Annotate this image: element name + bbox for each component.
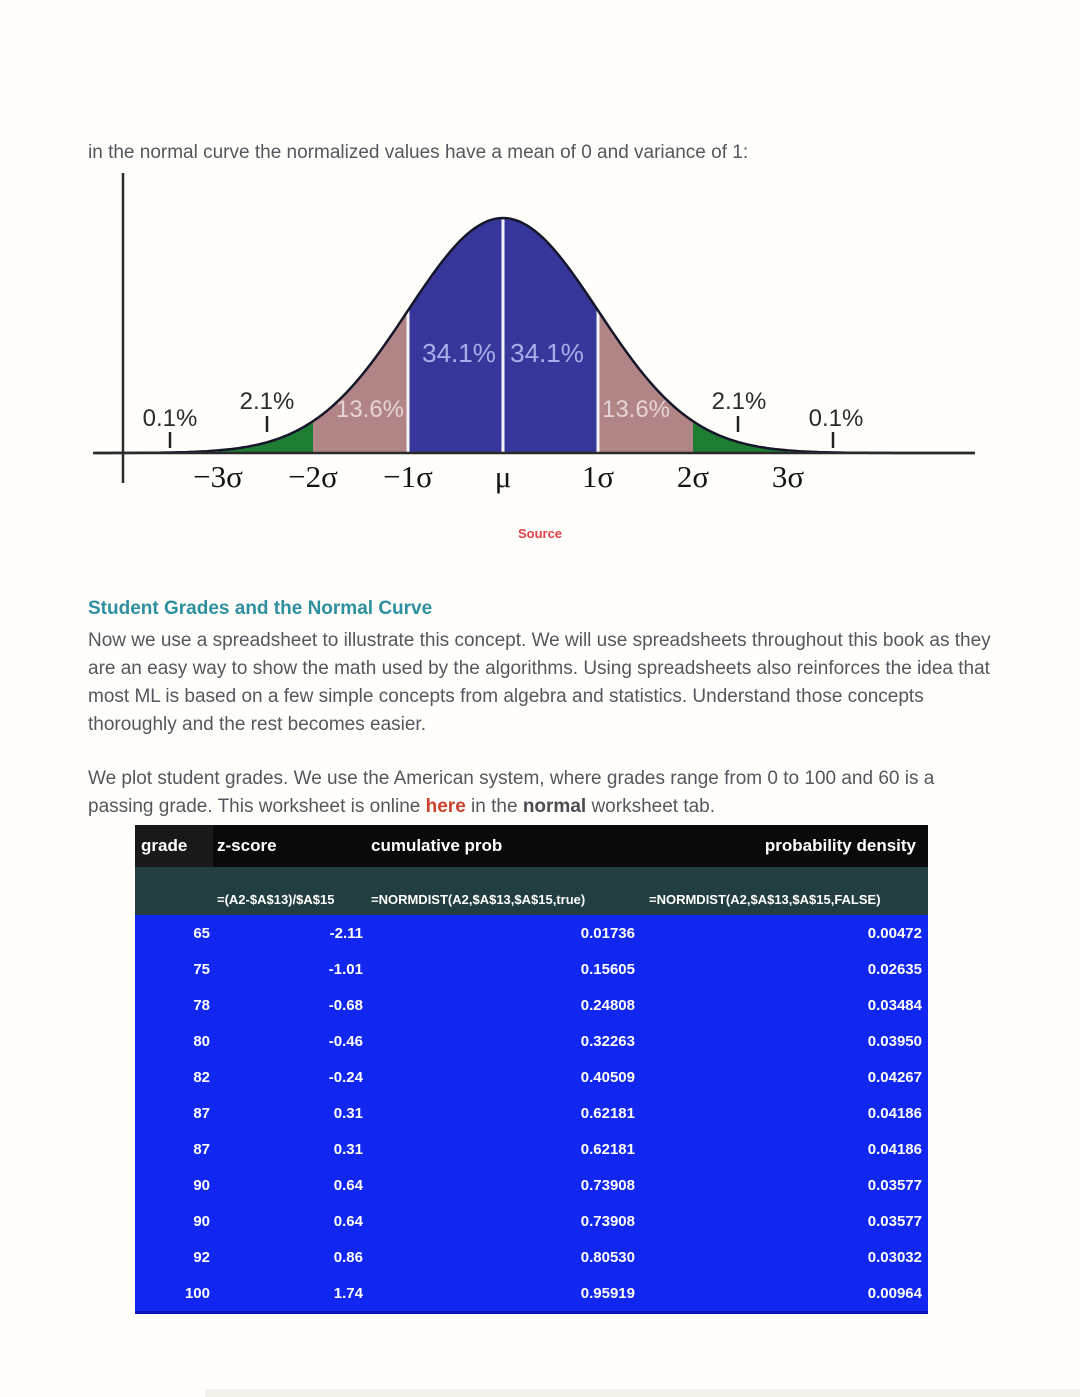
band-label-left-13-6-pct: 13.6%: [335, 396, 405, 423]
sheet-cell: 0.80530: [580, 1248, 635, 1266]
sheet-cell: 0.03577: [867, 1176, 922, 1194]
sheet-cell: 75: [193, 960, 210, 978]
sheet-cell: 0.40509: [580, 1068, 635, 1086]
sheet-data-row: [135, 1095, 928, 1131]
paragraph-2-text-3: worksheet tab.: [586, 796, 716, 817]
sheet-cell: 90: [193, 1176, 210, 1194]
sheet-cell: 100: [184, 1284, 210, 1302]
paragraph-2-text-2: in the: [465, 796, 523, 817]
grades-spreadsheet: [135, 825, 928, 1314]
sheet-cell: 78: [193, 996, 210, 1014]
sheet-cell: 0.00964: [867, 1284, 922, 1302]
band-label-right-0-1-pct: 0.1%: [808, 405, 864, 432]
normal-worksheet-word: normal: [522, 796, 587, 817]
x-tick-label-minus3-sigma: −3σ: [193, 459, 243, 494]
band-label-left-2-1-pct: 2.1%: [239, 388, 295, 415]
band-label-left-0-1-pct: 0.1%: [142, 405, 198, 432]
x-tick-label-minus2-sigma: −2σ: [288, 459, 338, 494]
source-link[interactable]: Source: [517, 526, 563, 541]
sheet-data-row: [135, 1131, 928, 1167]
sheet-cell: 0.73908: [580, 1212, 635, 1230]
sheet-cell: 0.64: [333, 1212, 363, 1230]
normal-curve-figure: [90, 170, 980, 505]
x-tick-label-plus3-sigma: 3σ: [771, 459, 805, 494]
sheet-data-row: [135, 1203, 928, 1239]
sheet-data-row: [135, 1059, 928, 1095]
formula-cell-z-score: =(A2-$A$13)/$A$15: [217, 892, 335, 907]
sheet-cell: 0.01736: [580, 924, 635, 942]
formula-cell-probability-density: =NORMDIST(A2,$A$13,$A$15,FALSE): [649, 892, 881, 907]
column-header-probability-density: probability density: [764, 836, 916, 855]
section-heading: Student Grades and the Normal Curve: [88, 598, 433, 619]
sheet-cell: -2.11: [329, 924, 363, 942]
sheet-cell: 0.03577: [867, 1212, 922, 1230]
band-label-left-34-1-pct: 34.1%: [422, 338, 496, 368]
column-header-z-score: z-score: [217, 836, 277, 855]
sheet-cell: 82: [193, 1068, 210, 1086]
formula-cell-cumulative-prob: =NORMDIST(A2,$A$13,$A$15,true): [371, 892, 586, 907]
sheet-cell: 0.73908: [580, 1176, 635, 1194]
sheet-cell: 87: [193, 1104, 210, 1122]
sheet-cell: -0.24: [328, 1068, 363, 1086]
sheet-cell: 0.31: [333, 1140, 363, 1158]
sheet-cell: 0.62181: [580, 1104, 635, 1122]
sheet-cell: 65: [193, 924, 210, 942]
sheet-body: [135, 915, 928, 1314]
sheet-cell: 90: [193, 1212, 210, 1230]
sheet-cell: 0.03950: [867, 1032, 922, 1050]
source-caption: [0, 525, 1080, 543]
sheet-data-row: [135, 1023, 928, 1059]
sheet-cell: 0.15605: [580, 960, 635, 978]
body-paragraph-2: [88, 765, 1003, 821]
sheet-cell: 0.64: [333, 1176, 363, 1194]
sheet-cell: 0.02635: [867, 960, 922, 978]
sheet-data-row: [135, 915, 928, 951]
sheet-data-row: [135, 987, 928, 1023]
sheet-cell: 0.95919: [580, 1284, 635, 1302]
sheet-cell: 0.04267: [867, 1068, 922, 1086]
x-tick-label-mean: μ: [494, 459, 512, 494]
sheet-cell: 0.04186: [867, 1104, 922, 1122]
sheet-formula-row: [135, 867, 928, 915]
sheet-cell: 0.03484: [867, 996, 922, 1014]
sheet-data-row: [135, 951, 928, 987]
formula-cell-grade: [135, 907, 213, 915]
sheet-cell: 0.86: [333, 1248, 363, 1266]
band-label-right-2-1-pct: 2.1%: [711, 388, 767, 415]
sheet-cell: 1.74: [333, 1284, 363, 1302]
normal-curve-chart: [90, 170, 980, 505]
here-link[interactable]: here: [425, 796, 466, 817]
sheet-header-row: [135, 825, 928, 867]
intro-paragraph: in the normal curve the normalized values have a mean of 0 and variance of 1:: [88, 142, 749, 163]
sheet-cell: 0.04186: [867, 1140, 922, 1158]
column-header-cumulative-prob: cumulative prob: [371, 836, 503, 855]
sheet-data-row: [135, 1239, 928, 1275]
sheet-cell: 0.00472: [867, 924, 922, 942]
sheet-cell: 80: [193, 1032, 210, 1050]
sheet-data-row: [135, 1275, 928, 1311]
sheet-cell: 87: [193, 1140, 210, 1158]
body-paragraph-1: Now we use a spreadsheet to illustrate this concept. We will use spreadsheets throughout this book as they are an easy way to show the math used by the algorithms. Using spreadsheets also reinforces the idea that most ML is based on a few simple concepts from algebra and statistics. Understand those concepts thoroughly and the rest becomes easier.: [88, 630, 991, 735]
sheet-cell: 0.03032: [867, 1248, 922, 1266]
paragraph-2-text-1: We plot student grades. We use the American system, where grades range from 0 to 100 and 60 is a passing grade. This worksheet is online: [88, 768, 935, 817]
sheet-cell: 92: [193, 1248, 210, 1266]
sheet-cell: -0.68: [328, 996, 363, 1014]
sheet-cell: -1.01: [328, 960, 363, 978]
column-header-grade: grade: [135, 825, 213, 867]
sheet-cell: 0.24808: [580, 996, 635, 1014]
sheet-data-row: [135, 1167, 928, 1203]
next-content-edge: [205, 1389, 1080, 1397]
sheet-cell: 0.62181: [580, 1140, 635, 1158]
band-label-right-13-6-pct: 13.6%: [601, 396, 671, 423]
x-tick-label-minus1-sigma: −1σ: [383, 459, 433, 494]
sheet-cell: 0.32263: [580, 1032, 635, 1050]
band-label-right-34-1-pct: 34.1%: [510, 338, 584, 368]
x-tick-label-plus2-sigma: 2σ: [676, 459, 710, 494]
sheet-cell: 0.31: [333, 1104, 363, 1122]
sheet-cell: -0.46: [328, 1032, 363, 1050]
x-tick-label-plus1-sigma: 1σ: [581, 459, 615, 494]
